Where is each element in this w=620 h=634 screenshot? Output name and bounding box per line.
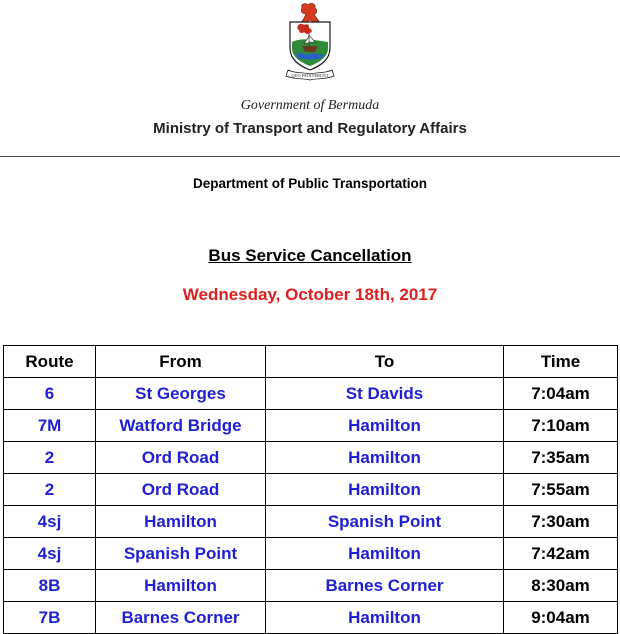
time-cell: 7:30am [504, 506, 618, 538]
route-cell: 8B [4, 570, 96, 602]
time-cell: 7:35am [504, 442, 618, 474]
to-cell: Hamilton [266, 442, 504, 474]
from-cell: Watford Bridge [96, 410, 266, 442]
column-header-from: From [96, 346, 266, 378]
from-cell: Hamilton [96, 506, 266, 538]
to-cell: Barnes Corner [266, 570, 504, 602]
to-cell: Hamilton [266, 602, 504, 634]
from-cell: St Georges [96, 378, 266, 410]
from-cell: Spanish Point [96, 538, 266, 570]
route-cell: 6 [4, 378, 96, 410]
from-cell: Barnes Corner [96, 602, 266, 634]
to-cell: Hamilton [266, 410, 504, 442]
route-cell: 4sj [4, 538, 96, 570]
time-cell: 7:42am [504, 538, 618, 570]
table-row [4, 474, 618, 506]
from-cell: Ord Road [96, 474, 266, 506]
time-cell: 9:04am [504, 602, 618, 634]
to-cell: St Davids [266, 378, 504, 410]
time-cell: 7:10am [504, 410, 618, 442]
header-divider [0, 156, 620, 157]
table-header-row [4, 346, 618, 378]
to-cell: Hamilton [266, 538, 504, 570]
crest-motto: QUO FATA FERUNT [291, 73, 329, 78]
table-row [4, 442, 618, 474]
table-row [4, 410, 618, 442]
bermuda-coat-of-arms-logo [280, 2, 340, 82]
table-row [4, 570, 618, 602]
notice-title: Bus Service Cancellation [208, 246, 412, 265]
route-cell: 7M [4, 410, 96, 442]
from-cell: Ord Road [96, 442, 266, 474]
table-row [4, 538, 618, 570]
notice-date: Wednesday, October 18th, 2017 [182, 285, 438, 304]
time-cell: 8:30am [504, 570, 618, 602]
route-cell: 2 [4, 474, 96, 506]
route-cell: 2 [4, 442, 96, 474]
column-header-to: To [266, 346, 504, 378]
ministry-title: Ministry of Transport and Regulatory Affairs [153, 120, 467, 137]
table-row [4, 378, 618, 410]
route-cell: 7B [4, 602, 96, 634]
time-cell: 7:04am [504, 378, 618, 410]
route-cell: 4sj [4, 506, 96, 538]
government-title: Government of Bermuda [240, 98, 380, 113]
table-row [4, 602, 618, 634]
table-row [4, 506, 618, 538]
department-title: Department of Public Transportation [192, 176, 428, 191]
time-cell: 7:55am [504, 474, 618, 506]
from-cell: Hamilton [96, 570, 266, 602]
to-cell: Spanish Point [266, 506, 504, 538]
column-header-route: Route [4, 346, 96, 378]
column-header-time: Time [504, 346, 618, 378]
to-cell: Hamilton [266, 474, 504, 506]
cancellation-table [3, 345, 618, 634]
